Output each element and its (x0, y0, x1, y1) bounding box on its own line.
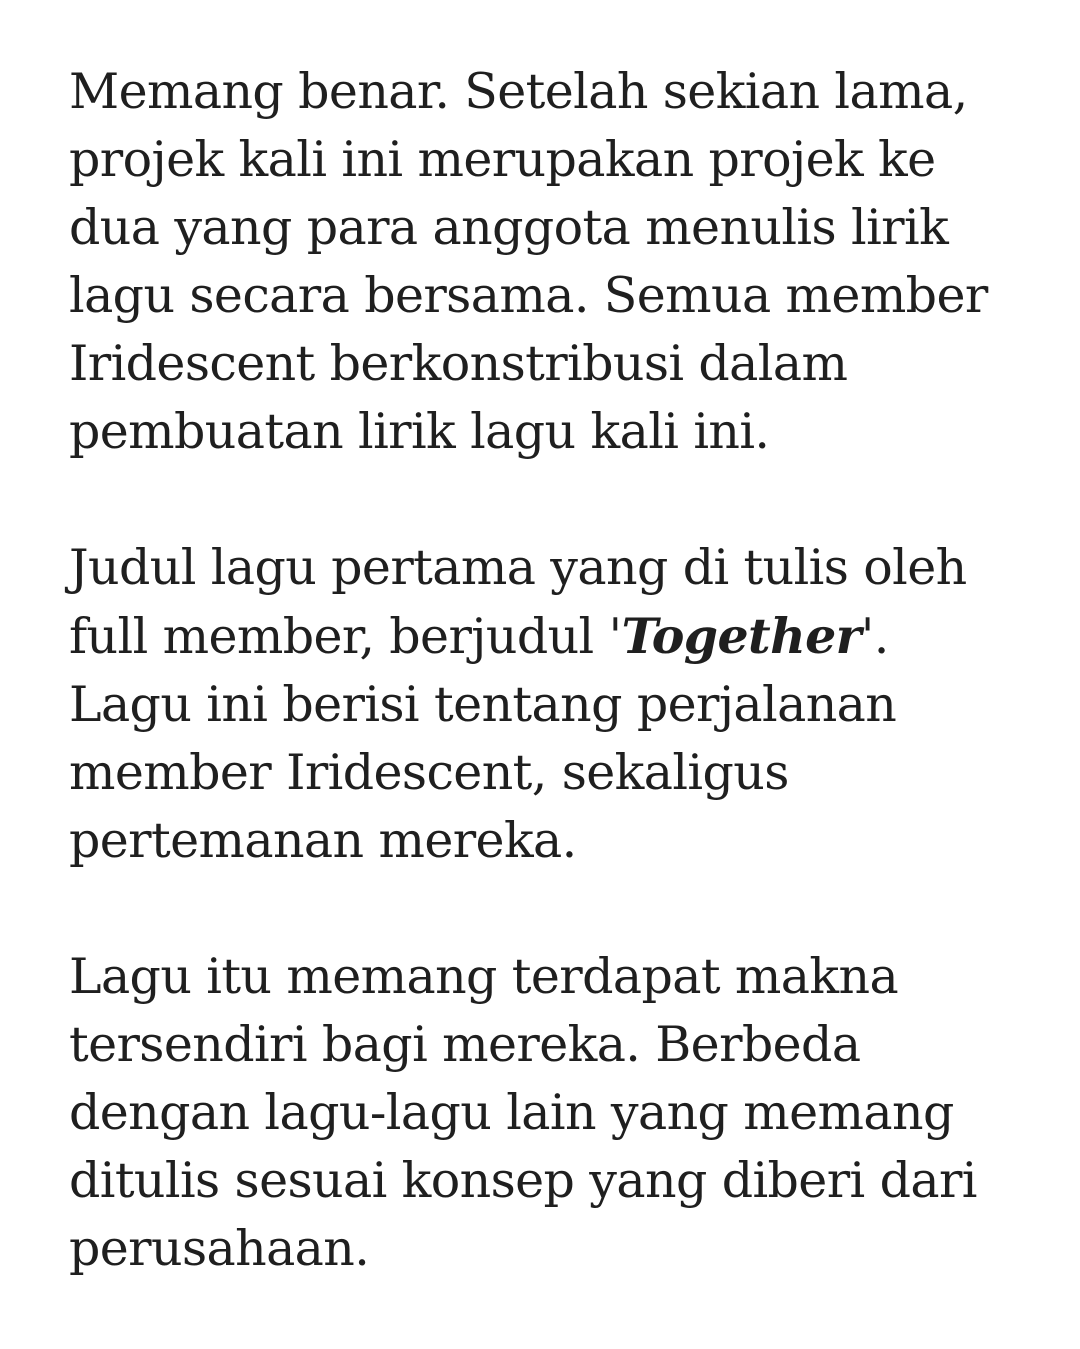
paragraph-1 (69, 58, 1029, 466)
text-line: Judul lagu pertama yang di tulis oleh (69, 539, 967, 596)
paragraph-2 (69, 534, 1029, 875)
song-title: Together (621, 607, 861, 665)
text-line-with-song-title (69, 602, 1029, 671)
text-line: tersendiri bagi mereka. Berbeda (69, 1016, 861, 1073)
text-segment: full member, berjudul ' (69, 608, 622, 665)
text-line: ditulis sesuai konsep yang diberi dari (69, 1152, 977, 1209)
story-reader (69, 58, 1029, 1283)
text-line: perusahaan. (69, 1220, 370, 1277)
text-line: Lagu ini berisi tentang perjalanan (69, 676, 897, 733)
text-line: Lagu itu memang terdapat makna (69, 948, 899, 1005)
text-segment: '. (860, 608, 889, 665)
text-line: member Iridescent, sekaligus (69, 744, 789, 801)
text-line: dengan lagu-lagu lain yang memang (69, 1084, 954, 1141)
text-line: projek kali ini merupakan projek ke (69, 131, 936, 188)
text-line: pertemanan mereka. (69, 812, 577, 869)
text-line: Iridescent berkonstribusi dalam (69, 335, 848, 392)
text-line: pembuatan lirik lagu kali ini. (69, 403, 770, 460)
text-line: lagu secara bersama. Semua member (69, 267, 988, 324)
text-line: dua yang para anggota menulis lirik (69, 199, 949, 256)
text-line: Memang benar. Setelah sekian lama, (69, 63, 968, 120)
paragraph-3 (69, 943, 1029, 1283)
